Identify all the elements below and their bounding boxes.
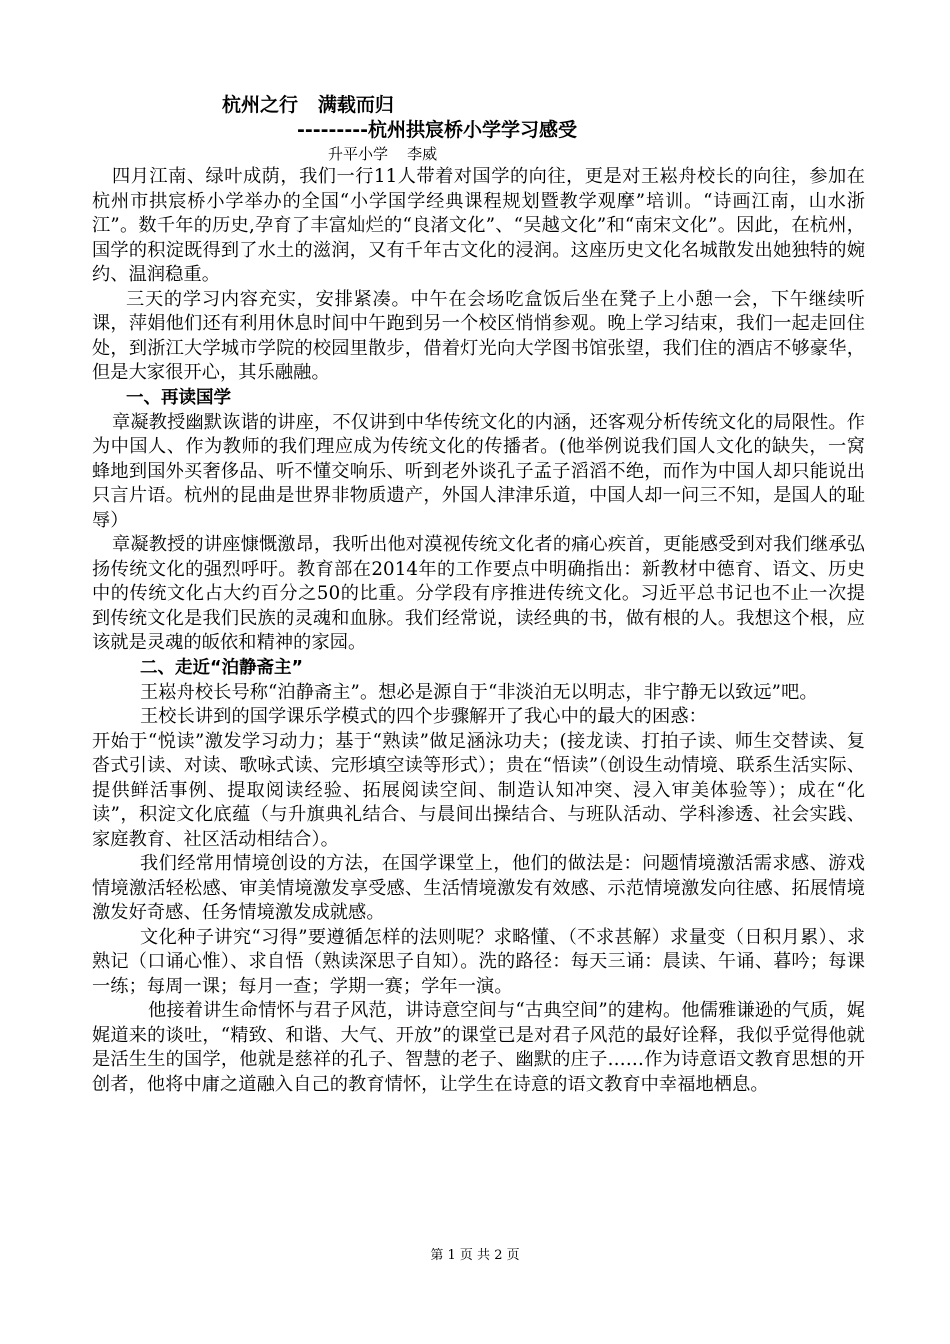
- paragraph-principal: 王崧舟校长号称“泊静斋主”。想必是源自于“非淡泊无以明志，非宁静无以致远”吧。: [140, 681, 818, 703]
- paragraph-tradition: 章凝教授的讲座慷慨激昂，我听出他对漠视传统文化者的痛心疾首，更能感受到对我们继承弘扬传统文化的强烈呼吁。教育部在2014年的工作要点中明确指出：新教材中德育、语文、历史中的传统文化占大约百分之50的比重。分学段有序推进传统文化。习近平总书记也不止一次提到传统文化是我们民族的灵魂和血脉。我们经常说，读经典的书，做有根的人。我想这个根，应该就是灵魂的皈依和精神的家园。: [92, 534, 865, 653]
- paragraph-gentleman: 他接着讲生命情怀与君子风范，讲诗意空间与“古典空间”的建构。他儒雅谦逊的气质，娓娓道来的谈吐，“精致、和谐、大气、开放”的课堂已是对君子风范的最好诠释，我似乎觉得他就是活生生的国学，他就是慈祥的孔子、智慧的老子、幽默的庄子……作为诗意语文教育思想的开创者，他将中庸之道融入自己的教育情怀，让学生在诗意的语文教育中幸福地栖息。: [92, 1000, 865, 1095]
- section-heading-2: 二、走近“泊静斋主”: [140, 657, 304, 678]
- document-author: 升平小学 李威: [328, 145, 438, 163]
- paragraph-schedule: 三天的学习内容充实，安排紧凑。中午在会场吃盒饭后坐在凳子上小憩一会，下午继续听课，萍娟他们还有利用休息时间中午跑到另一个校区悄悄参观。晚上学习结束，我们一起走回住处，到浙江大学城市学院的校园里散步，借着灯光向大学图书馆张望，我们住的酒店不够豪华，但是大家很开心，其乐融融。: [92, 288, 865, 383]
- section-heading-1: 一、再读国学: [126, 387, 231, 408]
- document-body: [92, 92, 865, 1097]
- document-subtitle: ---------杭州拱宸桥小学学习感受: [297, 119, 577, 141]
- paragraph-steps-intro: 王校长讲到的国学课乐学模式的四个步骤解开了我心中的最大的困惑：: [140, 706, 707, 727]
- paragraph-steps: 开始于“悦读”激发学习动力；基于“熟读”做足涵泳功夫；(接龙读、打拍子读、师生交替读、复沓式引读、对读、歌咏式读、完形填空读等形式）；贵在“悟读”（创设生动情境、联系生活实际、提供鲜活事例、提取阅读经验、拓展阅读空间、制造认知冲突、浸入审美体验等）；成在“化读”，积淀文化底蕴（与升旗典礼结合、与晨间出操结合、与班队活动、学科渗透、社会实践、家庭教育、社区活动相结合）。: [92, 730, 865, 850]
- paragraph-lecture: 章凝教授幽默诙谐的讲座，不仅讲到中华传统文化的内涵，还客观分析传统文化的局限性。作为中国人、作为教师的我们理应成为传统文化的传播者。(他举例说我们国人文化的缺失，一窝蜂地到国外买奢侈品、听不懂交响乐、听到老外谈孔子孟子滔滔不绝，而作为中国人却只能说出只言片语。杭州的昆曲是世界非物质遗产，外国人津津乐道，中国人却一问三不知，是国人的耻辱）: [92, 411, 865, 531]
- page-footer: 第 1 页 共 2 页: [430, 1248, 520, 1263]
- paragraph-situations: 我们经常用情境创设的方法，在国学课堂上，他们的做法是：问题情境激活需求感、游戏情境激活轻松感、审美情境激发享受感、生活情境激发有效感、示范情境激发向往感、拓展情境激发好奇感、任务情境激发成就感。: [92, 853, 865, 923]
- document-title: 杭州之行 满载而归: [222, 94, 394, 116]
- paragraph-intro: 四月江南、绿叶成荫，我们一行11人带着对国学的向往，更是对王崧舟校长的向往，参加在杭州市拱宸桥小学举办的全国“小学国学经典课程规划暨教学观摩”培训。“诗画江南，山水浙江”。数千年的历史,孕育了丰富灿烂的“良渚文化”、“吴越文化”和“南宋文化”。因此，在杭州，国学的积淀既得到了水土的滋润，又有千年古文化的浸润。这座历史文化名城散发出她独特的婉约、温润稳重。: [92, 166, 865, 285]
- paragraph-rules: 文化种子讲究“习得”要遵循怎样的法则呢？求略懂、（不求甚解）求量变（日积月累）、求熟记（口诵心惟）、求自悟（熟读深思子自知）。洗的路径：每天三诵：晨读、午诵、暮吟；每课一练；每周一课；每月一查；学期一赛；学年一演。: [92, 926, 865, 997]
